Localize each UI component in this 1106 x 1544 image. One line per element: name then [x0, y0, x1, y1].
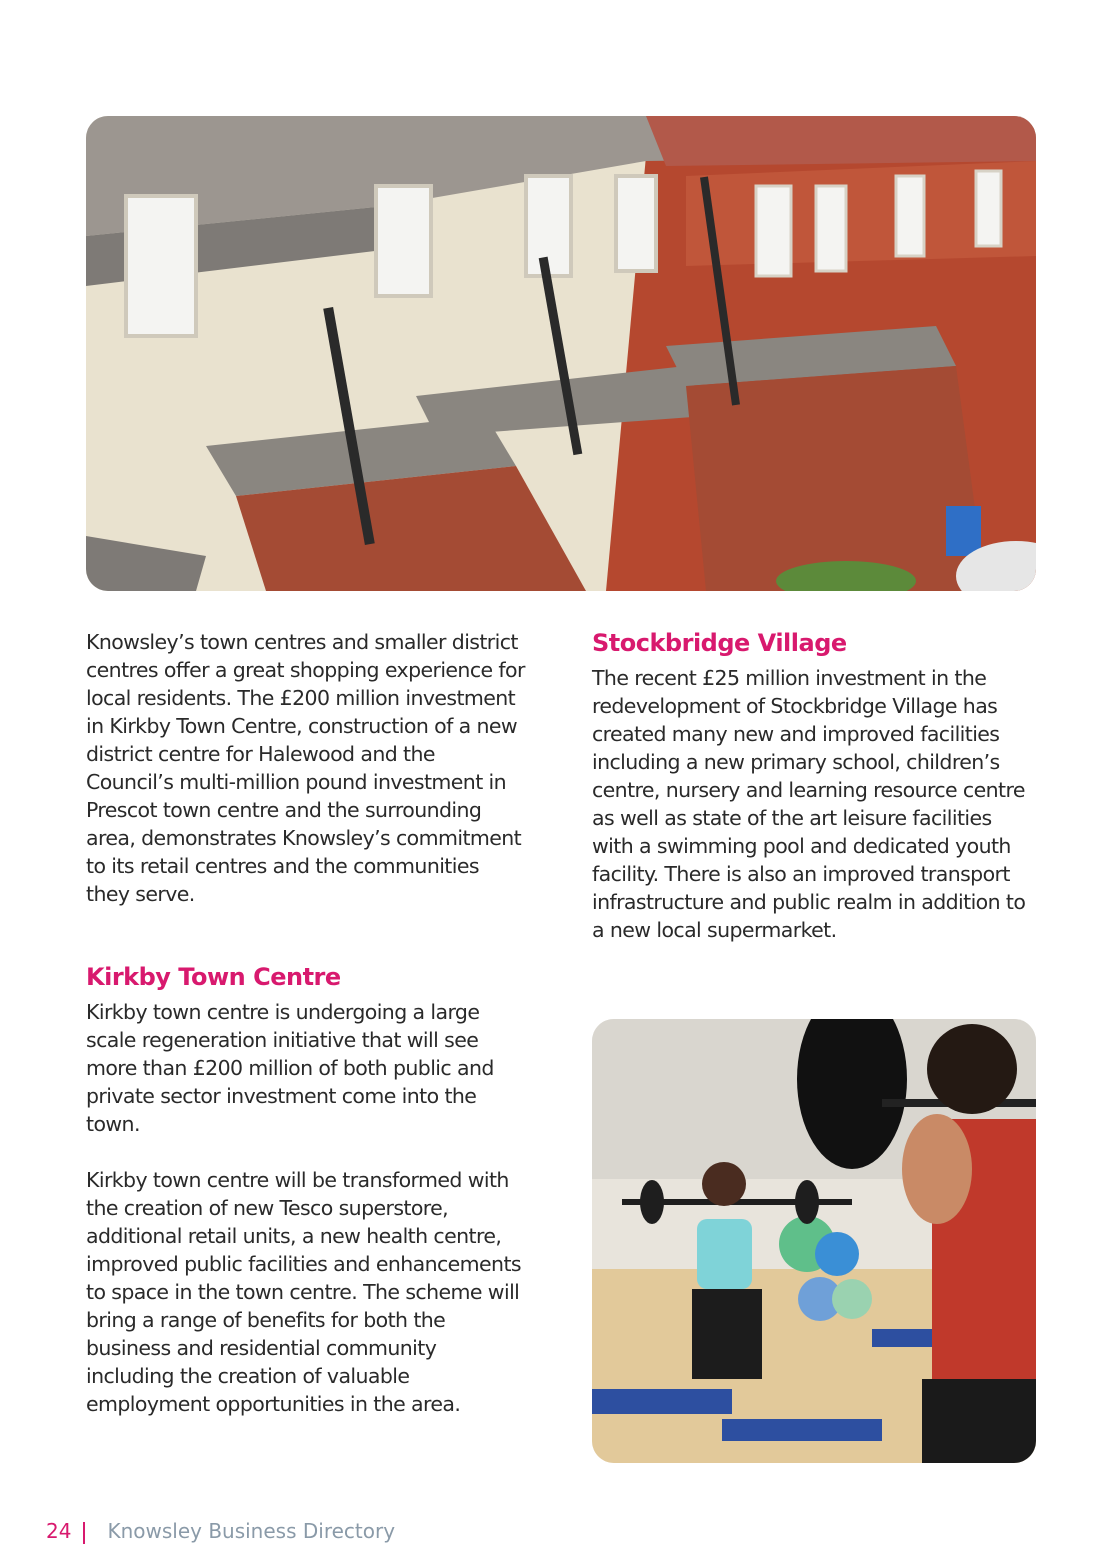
- kirkby-paragraph-2: Kirkby town centre will be transformed with the creation of new Tesco superstore, additional retail units, a new health centre, improved public facilities and enhancements to space in the town centre. The scheme will bring a range of benefits for both the business and residential community including the creation of valuable employment opportunities in the area.: [86, 1168, 521, 1416]
- gym-illustration: [592, 1019, 1036, 1463]
- intro-paragraph: Knowsley’s town centres and smaller district centres offer a great shopping experience for local residents. The £200 million investment in Kirkby Town Centre, construction of a new district centre for Halewood and the Council’s multi-million pound investment in Prescot town centre and the surrounding area, demonstrates Knowsley’s commitment to its retail centres and the communities they serve.: [86, 630, 525, 906]
- right-column: [592, 628, 1036, 944]
- houses-illustration: [86, 116, 1036, 591]
- gym-photo: [592, 1019, 1036, 1463]
- left-column: [86, 628, 526, 1418]
- page-number: 24: [46, 1519, 72, 1543]
- kirkby-paragraph-1: Kirkby town centre is undergoing a large scale regeneration initiative that will see more than £200 million of both public and private sector investment come into the town.: [86, 1000, 494, 1136]
- stockbridge-heading: Stockbridge Village: [592, 629, 847, 657]
- stockbridge-paragraph: The recent £25 million investment in the redevelopment of Stockbridge Village has created many new and improved facilities including a new primary school, children’s centre, nursery and learning resource centre as well as state of the art leisure facilities with a swimming pool and dedicated youth facility. There is also an improved transport infrastructure and public realm in addition to a new local supermarket.: [592, 666, 1026, 942]
- page-footer: [46, 1518, 395, 1544]
- houses-photo: [86, 116, 1036, 591]
- kirkby-heading: Kirkby Town Centre: [86, 963, 341, 991]
- publication-title: Knowsley Business Directory: [107, 1519, 396, 1543]
- footer-separator: [83, 1522, 85, 1544]
